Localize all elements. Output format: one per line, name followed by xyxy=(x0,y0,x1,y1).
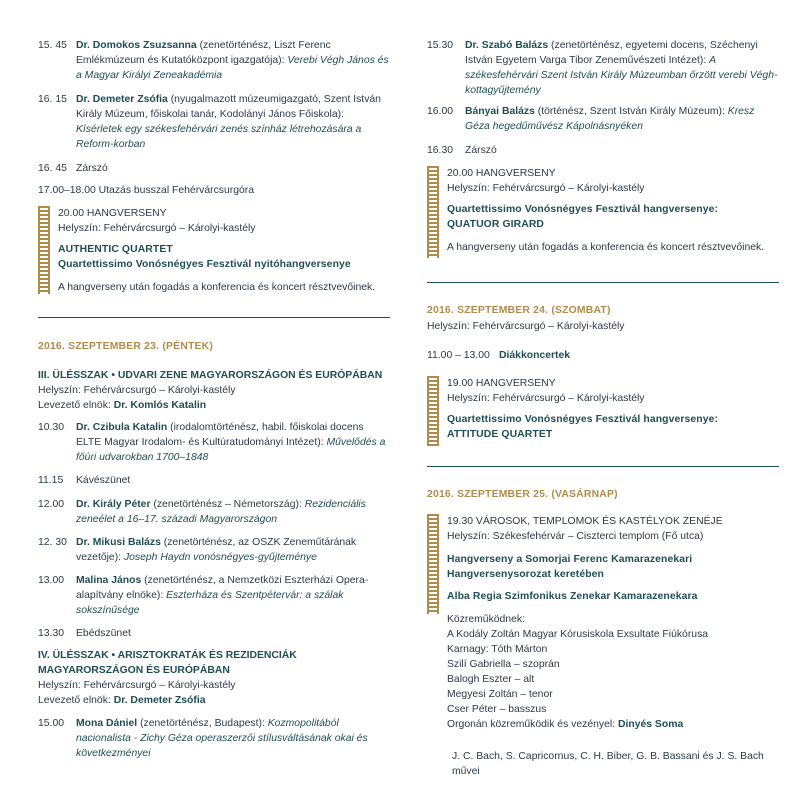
speaker-name: Dr. Király Péter xyxy=(76,499,151,510)
speaker-name: Dr. Domokos Zsuzsanna xyxy=(76,40,197,51)
divider xyxy=(427,466,779,467)
talk-title: Eszterháza és Szentpétervár: a szálak sokszínűsége xyxy=(76,590,344,616)
performers-list xyxy=(447,612,779,732)
concert-time: 19.30 VÁROSOK, TEMPLOMOK ÉS KASTÉLYOK ZENÉJE xyxy=(447,516,723,527)
ornament-icon xyxy=(38,206,50,294)
entry-time: 13.00 xyxy=(38,575,65,586)
talk-title: Kísérletek egy székesfehérvári zenés színház létrehozására a Reform-korban xyxy=(76,124,362,150)
session-title: III. ÜLÉSSZAK • UDVARI ZENE MAGYARORSZÁGON ÉS EURÓPÁBAN xyxy=(38,370,383,381)
ornament-icon xyxy=(427,376,439,446)
entry-time: 12.00 xyxy=(38,499,65,510)
chair-name: Dr. Demeter Zsófia xyxy=(113,695,206,706)
program-entry xyxy=(38,420,390,465)
program-entry xyxy=(38,573,390,618)
entry-time: 16. 45 xyxy=(38,163,67,174)
program-entry xyxy=(38,535,390,565)
speaker-name: Malina János xyxy=(76,575,142,586)
concert-block xyxy=(58,206,390,295)
speaker-name: Dr. Szabó Balázs xyxy=(465,40,549,51)
entry-time: 12. 30 xyxy=(38,537,67,548)
speaker-name: Mona Dániel xyxy=(76,718,138,729)
program-entry xyxy=(38,92,390,152)
program-entry xyxy=(427,143,779,158)
program-entry xyxy=(38,626,390,641)
day-heading: 2016. SZEPTEMBER 24. (SZOMBAT) xyxy=(427,305,611,316)
ornament-icon xyxy=(427,166,439,258)
entry-text: Kávészünet xyxy=(76,475,131,486)
concert-venue: Helyszín: Fehérvárcsurgó – Károlyi-kastély xyxy=(447,393,645,404)
entry-time: 10.30 xyxy=(38,422,65,433)
event-name: Diákkoncertek xyxy=(499,350,571,361)
program-entry xyxy=(38,473,390,488)
session-venue: Helyszín: Fehérvárcsurgó – Károlyi-kastély xyxy=(38,385,236,396)
talk-title: Kresz Géza hegedűművész Kápolnásnyéken xyxy=(465,106,755,132)
concert-venue: Helyszín: Fehérvárcsurgó – Károlyi-kastély xyxy=(447,183,645,194)
speaker-name: Bányai Balázs xyxy=(465,106,535,117)
bus-travel: 17.00–18.00 Utazás busszal Fehérvárcsurgóra xyxy=(38,185,255,196)
speaker-desc: (zenetörténész, Budapest): xyxy=(137,718,268,729)
day-heading: 2016. SZEPTEMBER 25. (VASÁRNAP) xyxy=(427,489,618,500)
reception-note: A hangverseny után fogadás a konferencia és koncert résztvevőinek. xyxy=(58,282,376,293)
entry-time: 16.30 xyxy=(427,145,454,156)
program-entry xyxy=(427,348,779,363)
chair-label: Levezető elnök: xyxy=(38,400,114,411)
speaker-name: Dr. Demeter Zsófia xyxy=(76,94,168,105)
performer-line: Karnagy: Tóth Márton xyxy=(447,644,548,655)
divider xyxy=(427,282,779,283)
concert-title: AUTHENTIC QUARTET xyxy=(58,244,173,255)
talk-title: Verebi Végh János és a Magyar Királyi Zeneakadémia xyxy=(76,55,389,81)
concert-performer: QUATUOR GIRARD xyxy=(447,219,545,230)
day-venue: Helyszín: Fehérvárcsurgó – Károlyi-kastély xyxy=(427,321,625,332)
speaker-desc: (történész, Szent István Király Múzeum): xyxy=(534,106,728,117)
concert-block xyxy=(447,514,779,732)
divider xyxy=(38,317,390,318)
concert-title-line2: Hangversenysorozat keretében xyxy=(447,569,604,580)
program-entry xyxy=(38,497,390,527)
session-venue: Helyszín: Fehérvárcsurgó – Károlyi-kastély xyxy=(38,680,236,691)
entry-time: 11.15 xyxy=(38,475,64,486)
entry-text: Zárszó xyxy=(465,145,497,156)
entry-time: 15.30 xyxy=(427,40,454,51)
concert-venue: Helyszín: Székesfehérvár – Ciszterci templom (Fő utca) xyxy=(447,531,704,542)
reception-note: A hangverseny után fogadás a konferencia és koncert résztvevőinek. xyxy=(447,242,765,253)
concert-time: 20.00 HANGVERSENY xyxy=(447,168,556,179)
entry-time: 11.00 – 13.00 xyxy=(427,350,490,361)
speaker-desc: (irodalomtörténész, habil. főiskolai docens ELTE Magyar Irodalom- és Kultúratudományi Intézet): xyxy=(76,422,364,448)
organ-label: Orgonán közreműködik és vezényel: xyxy=(447,719,618,730)
talk-title: Joseph Haydn vonósnégyes-gyűjteménye xyxy=(123,552,317,563)
concert-time: 19.00 HANGVERSENY xyxy=(447,378,556,389)
speaker-name: Dr. Mikusi Balázs xyxy=(76,537,161,548)
speaker-name: Dr. Czibula Katalin xyxy=(76,422,168,433)
session-title-line2: MAGYARORSZÁGON ÉS EURÓPÁBAN xyxy=(38,665,230,676)
entry-time: 15.00 xyxy=(38,718,65,729)
talk-title: Művelődés a főúri udvarokban 1700–1848 xyxy=(76,437,386,463)
program-entry xyxy=(38,38,390,83)
chair-name: Dr. Komlós Katalin xyxy=(113,400,207,411)
performer-line: Cser Péter – basszus xyxy=(447,704,547,715)
concert-venue: Helyszín: Fehérvárcsurgó – Károlyi-kastély xyxy=(58,223,256,234)
performer-line: A Kodály Zoltán Magyar Kórusiskola Exsultate Fiúkórusa xyxy=(447,629,709,640)
program-entry xyxy=(38,161,390,176)
program-works: J. C. Bach, S. Capricornus, C. H. Biber, G. B. Bassani és J. S. Bach művei xyxy=(452,751,764,777)
ornament-icon xyxy=(427,514,439,614)
performer-line: Balogh Eszter – alt xyxy=(447,674,535,685)
entry-time: 15. 45 xyxy=(38,40,67,51)
session-block xyxy=(38,648,390,708)
speaker-desc: (zenetörténész – Németország): xyxy=(150,499,305,510)
talk-title: A székesfehérvári Szent István Király Múzeumban őrzött verebi Végh-kottagyűjtemény xyxy=(465,55,778,96)
concert-title: Hangverseny a Somorjai Ferenc Kamarazenekari xyxy=(447,554,693,565)
orchestra-name: Alba Regia Szimfonikus Zenekar Kamarazenekara xyxy=(447,591,698,602)
entry-time: 16. 15 xyxy=(38,94,67,105)
concert-performer: ATTITUDE QUARTET xyxy=(447,429,553,440)
program-entry xyxy=(427,104,779,134)
performer-line: Megyesi Zoltán – tenor xyxy=(447,689,553,700)
entry-time: 16.00 xyxy=(427,106,454,117)
speaker-desc: (zenetörténész, egyetemi docens, Széchenyi István Egyetem Varga Tibor Zeneművészeti Intézet): xyxy=(465,40,758,66)
chair-label: Levezető elnök: xyxy=(38,695,114,706)
performer-line: Szilí Gabriella – szoprán xyxy=(447,659,560,670)
conductor-name: Dinyés Soma xyxy=(617,719,684,730)
concert-block xyxy=(447,166,779,255)
session-title: IV. ÜLÉSSZAK • ARISZTOKRATÁK ÉS REZIDENCIÁK xyxy=(38,650,297,661)
performer-line: Közreműködnek: xyxy=(447,614,525,625)
speaker-desc: (zenetörténész, az OSZK Zeneműtárának vezetője): xyxy=(76,537,357,563)
entry-text: Ebédszünet xyxy=(76,628,131,639)
speaker-desc: (zenetörténész, Liszt Ferenc Emlékmúzeum és Kutatóközpont igazgatója): xyxy=(76,40,331,66)
speaker-desc: (nyugalmazott múzeumigazgató, Szent István Király Múzeum, főiskolai tanár, Kodolányi János Főiskola): xyxy=(76,94,381,120)
talk-title: Rezidenciális zeneélet a 16–17. századi Magyarországon xyxy=(76,499,366,525)
entry-time: 13.30 xyxy=(38,628,65,639)
day-heading: 2016. SZEPTEMBER 23. (PÉNTEK) xyxy=(38,341,213,352)
program-entry xyxy=(427,38,779,98)
speaker-desc: (zenetörténész, a Nemzetközi Eszterházi Opera-alapítvány elnöke): xyxy=(76,575,369,601)
entry-text: Zárszó xyxy=(76,163,108,174)
concert-subtitle: Quartettissimo Vonósnégyes Fesztivál nyitóhangversenye xyxy=(58,259,351,270)
session-block xyxy=(38,368,390,413)
program-entry xyxy=(38,716,390,761)
concert-title: Quartettissimo Vonósnégyes Fesztivál hangversenye: xyxy=(447,414,719,425)
concert-time: 20.00 HANGVERSENY xyxy=(58,208,167,219)
concert-title: Quartettissimo Vonósnégyes Fesztivál hangversenye: xyxy=(447,204,719,215)
concert-block xyxy=(447,376,779,442)
talk-title: Kozmopolitából nacionalista - Zichy Géza operaszerzői stílusváltásának okai és következményei xyxy=(76,718,368,759)
